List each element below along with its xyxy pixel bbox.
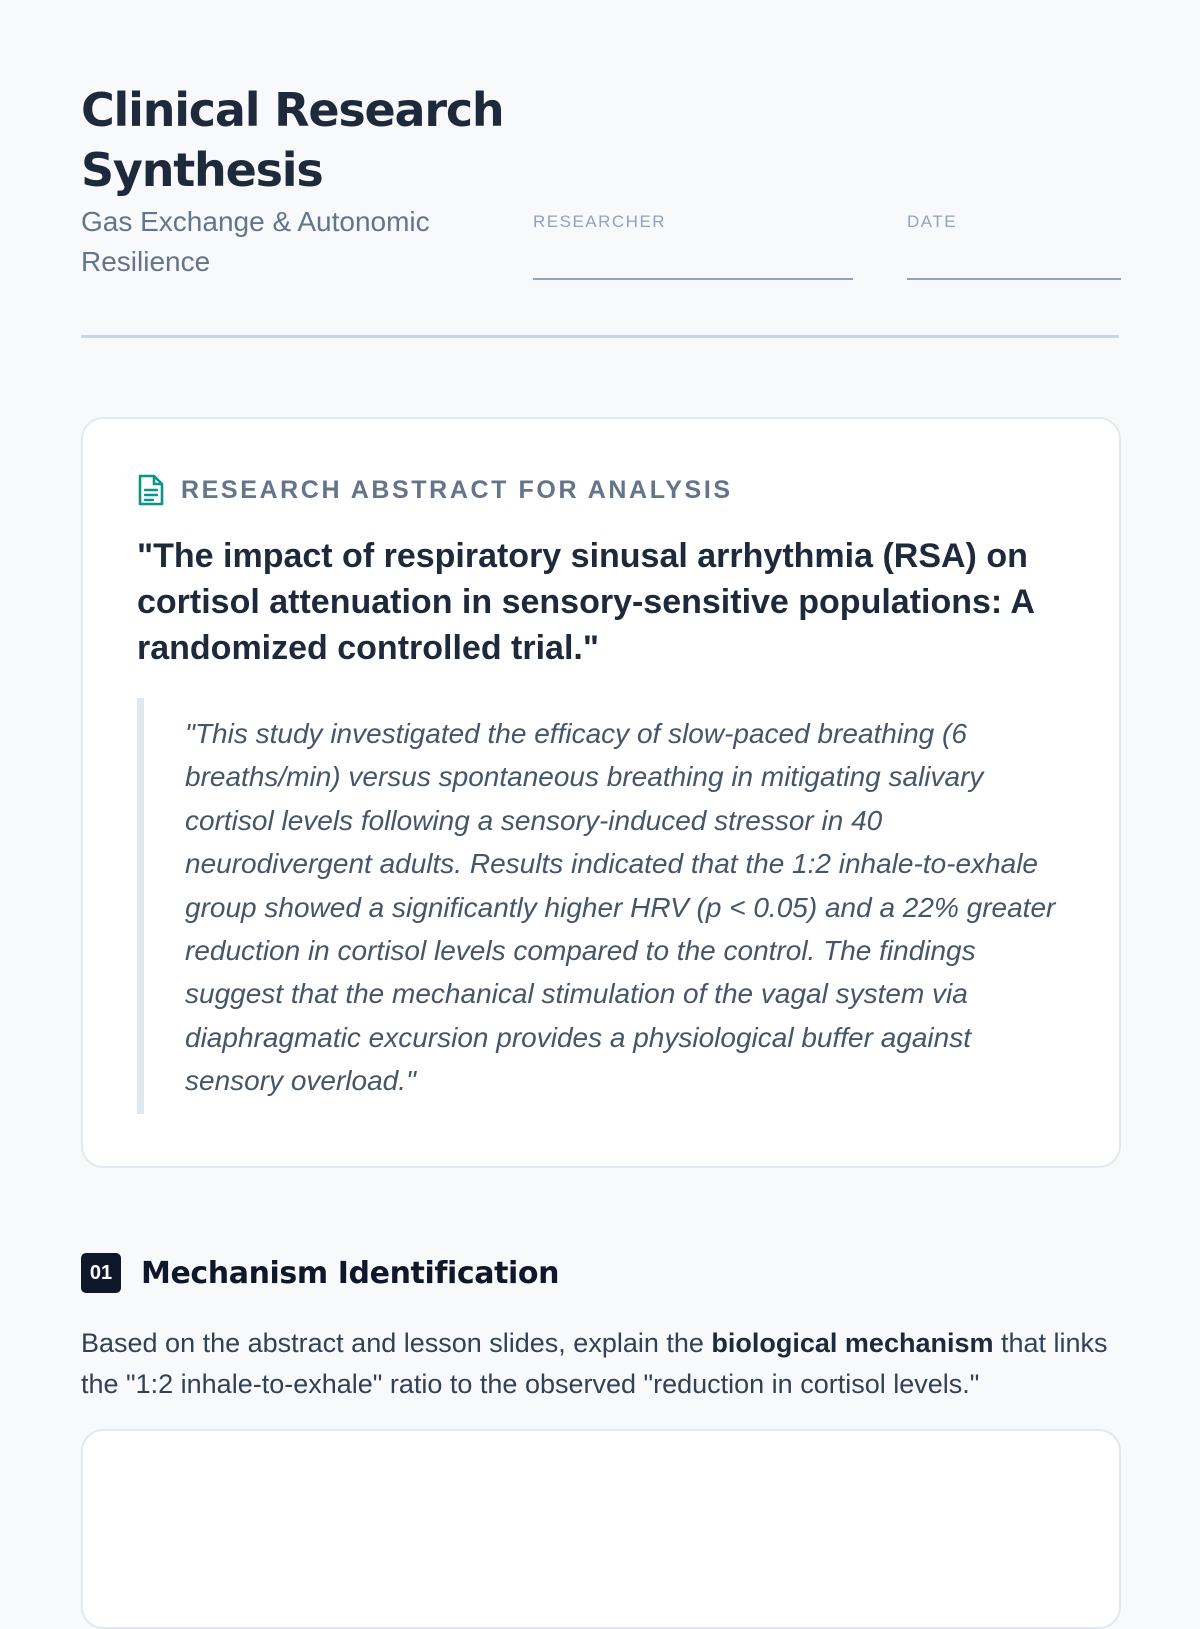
date-underline bbox=[907, 278, 1121, 280]
page-title: Clinical Research Synthesis bbox=[81, 83, 504, 197]
answer-textarea[interactable] bbox=[81, 1429, 1121, 1629]
page-subtitle: Gas Exchange & Autonomic Resilience bbox=[81, 206, 430, 277]
date-field[interactable] bbox=[907, 212, 1121, 232]
section-1-header bbox=[81, 1253, 559, 1293]
researcher-label: RESEARCHER bbox=[533, 212, 667, 231]
abstract-kicker bbox=[137, 473, 733, 507]
abstract-quote: "This study investigated the efficacy of slow-paced breathing (6 breaths/min) versus spontaneous breathing in mitigating salivary cortisol levels following a sensory-induced stressor in 40 neurodivergent adults. Results indicated that the 1:2 inhale-to-exhale group showed a significantly higher HRV (p < 0.05) and a 22% greater reduction in cortisol levels compared to the control. The findings suggest that the mechanical stimulation of the vagal system via diaphragmatic excursion provides a physiological buffer against sensory overload." bbox=[137, 698, 1057, 1114]
section-1-prompt bbox=[81, 1323, 1121, 1405]
header bbox=[81, 0, 1119, 338]
section-number-badge: 01 bbox=[81, 1253, 121, 1293]
abstract-kicker-label: RESEARCH ABSTRACT FOR ANALYSIS bbox=[181, 475, 733, 504]
researcher-underline bbox=[533, 278, 853, 280]
date-label: DATE bbox=[907, 212, 958, 231]
section-title: Mechanism Identification bbox=[141, 1255, 560, 1291]
prompt-emphasis: biological mechanism bbox=[711, 1328, 994, 1358]
abstract-card bbox=[81, 417, 1121, 1168]
prompt-text-before: Based on the abstract and lesson slides, explain the bbox=[81, 1328, 712, 1358]
document-icon bbox=[137, 473, 165, 507]
researcher-field[interactable] bbox=[533, 212, 853, 232]
abstract-title: "The impact of respiratory sinusal arrhythmia (RSA) on cortisol attenuation in sensory-sensitive populations: A randomized controlled trial." bbox=[137, 537, 1034, 667]
prompt-text-after: that links the "1:2 inhale-to-exhale" ratio to the observed "reduction in cortisol levels." bbox=[81, 1328, 1108, 1399]
